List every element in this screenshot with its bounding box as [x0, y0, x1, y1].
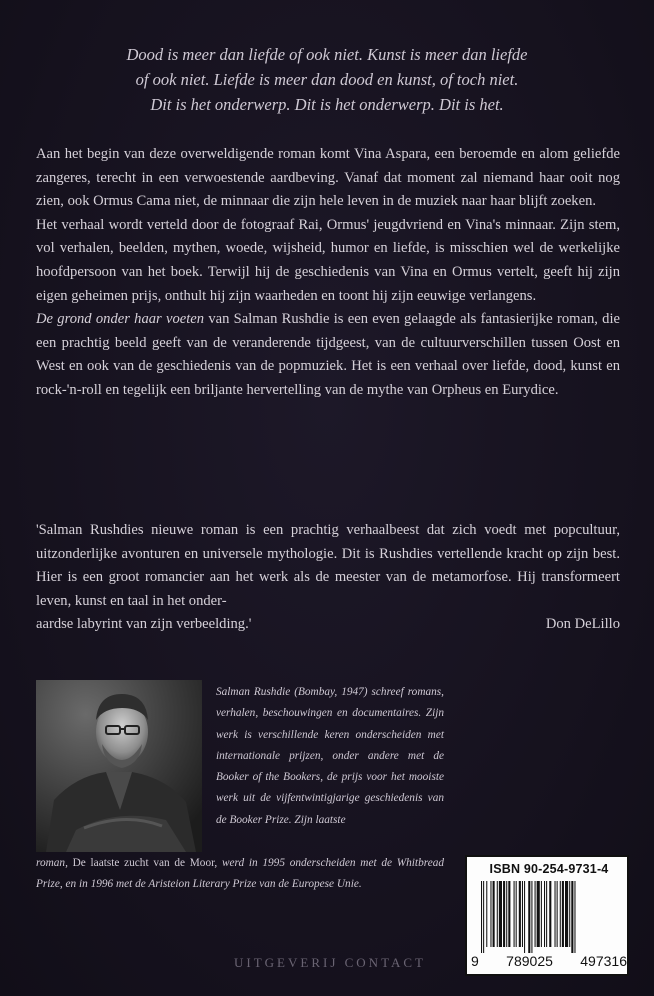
barcode-bar [549, 881, 551, 947]
publisher-name: UITGEVERIJ CONTACT [234, 955, 426, 970]
barcode-bars [473, 881, 625, 953]
blurb-paragraph-text: van Salman Rushdie is een even gelaagde als fantasierijke roman, die een prachtig beeld geeft van de veranderende tijdgeest, van de cultuurverschillen tussen Oost en West en ook van de geschiedenis van de popmuziek. Het is een verhaal over liefde, dood, kunst en rock-'n-roll en tegelijk een briljante hervertelling van de mythe van Orpheus en Eurydice. [36, 311, 621, 398]
barcode-bar [537, 881, 540, 947]
quote-text: 'Salman Rushdies nieuwe roman is een prachtig verhaalbeest dat zich voedt met popcultuur, uitzonderlijke avonturen en universele mythologie. Dit is Rushdies vertellende kracht op zijn best. Hier is een groot romancier aan het werk als de meester van de metamorfose. Hij transformeert leven, kunst en taal in het onder- [36, 522, 620, 609]
barcode-bar [514, 881, 515, 947]
barcode-bar [562, 881, 564, 947]
barcode-bar [557, 881, 558, 947]
barcode-bar [481, 881, 482, 953]
barcode-bar [506, 881, 507, 947]
barcode-digits [471, 953, 627, 969]
quote-last-line [36, 613, 620, 637]
intro-line: Dit is het onderwerp. Dit is het onderwerp. Dit is het. [150, 95, 504, 114]
isbn-barcode [465, 855, 629, 976]
intro-line: Dood is meer dan liefde of ook niet. Kunst is meer dan liefde [126, 45, 528, 64]
barcode-bar [531, 881, 532, 953]
author-portrait-image [36, 680, 202, 852]
author-photo [36, 680, 202, 852]
barcode-bar [519, 881, 521, 947]
barcode-bar [544, 881, 545, 947]
barcode-bar [522, 881, 523, 947]
isbn-label: ISBN 90-254-9731-4 [489, 862, 609, 876]
barcode-digit-group-right: 497316 [580, 953, 627, 969]
blurb-paragraph: Het verhaal wordt verteld door de fotograaf Rai, Ormus' jeugdvriend en Vina's minnaar. Zijn stem, vol verhalen, beelden, mythen, woede, wijsheid, humor en liefde, is misschien wel de werkelijke hoofdpersoon van het boek. Terwijl hij de geschiedenis van Vina en Ormus vertelt, geeft hij zijn eigen geheimen prijs, onthult hij zijn waarheden en toont hij zijn eeuwige verlangens. [36, 216, 620, 304]
review-quote [36, 519, 620, 637]
intro-line: of ook niet. Liefde is meer dan dood en kunst, of toch niet. [135, 70, 519, 89]
barcode-bar [524, 881, 525, 953]
barcode-bar [571, 881, 573, 953]
barcode-bar [516, 881, 517, 947]
barcode-bar [508, 881, 510, 947]
barcode-bar [528, 881, 530, 953]
intro-poem [40, 42, 614, 117]
barcode-bar [535, 881, 536, 947]
barcode-bar [560, 881, 561, 947]
barcode-bar [499, 881, 502, 947]
author-bio-continued [36, 853, 444, 896]
barcode-bar [541, 881, 542, 947]
barcode-bar [490, 881, 491, 947]
barcode-bar [497, 881, 498, 947]
barcode-digit-group-left: 789025 [506, 953, 553, 969]
barcode-bar [493, 881, 495, 947]
quote-author: Don DeLillo [545, 616, 620, 633]
bio-text: roman, [36, 857, 73, 869]
barcode-bar [486, 881, 487, 947]
barcode-bar [483, 881, 484, 953]
book-title: De grond onder haar voeten [36, 311, 205, 328]
barcode-bar [546, 881, 547, 947]
bio-text: werd in 1995 onderscheiden met de Whitbread Prize, en in 1996 met de Aristeion Literary Prize van de Europese Unie. [36, 857, 445, 891]
blurb-paragraph: Aan het begin van deze overweldigende roman komt Vina Aspara, een beroemde en alom geliefde zangeres, terecht in een verwoestende aardbeving. Vanaf dat moment zal niemand haar ooit nog zien, ook Ormus Cama niet, de minnaar die zijn hele leven in de muziek naar haar blijft zoeken. [36, 146, 620, 210]
barcode-bar [574, 881, 575, 953]
author-bio: Salman Rushdie (Bombay, 1947) schreef romans, verhalen, beschouwingen en documentaires. Zijn werk is verschillende keren onderscheiden met internationale prijzen, onder andere met de Booker of the Bookers, de prijs voor het mooiste werk uit de vijfentwintigjarige geschiedenis van de Booker Prize. Zijn laatste [216, 686, 444, 826]
barcode-digit-lead: 9 [471, 953, 479, 969]
book-title: De laatste zucht van de Moor, [72, 857, 218, 869]
book-blurb [36, 143, 620, 403]
quote-text-end: aardse labyrint van zijn verbeelding.' [36, 616, 252, 633]
barcode-bar [503, 881, 505, 947]
barcode-bar [555, 881, 556, 947]
blurb-paragraph [36, 308, 620, 402]
barcode-bar [565, 881, 568, 947]
barcode-bar [569, 881, 570, 947]
